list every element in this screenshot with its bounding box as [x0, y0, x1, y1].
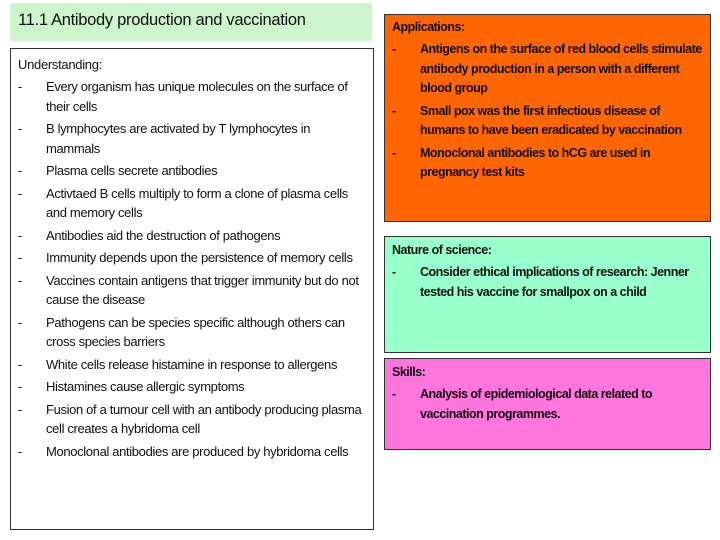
list-item-text: Activtaed B cells multiply to form a clone of plasma cells and memory cells	[46, 185, 348, 220]
list-item	[392, 144, 704, 183]
skills-list	[392, 385, 704, 424]
list-item-text: Vaccines contain antigens that trigger immunity but do not cause the disease	[46, 272, 359, 307]
list-item	[18, 77, 367, 116]
bullet-dash: -	[392, 265, 396, 279]
list-item-text: White cells release histamine in response to allergens	[46, 356, 338, 372]
list-item-text: Monoclonal antibodies are produced by hybridoma cells	[46, 443, 349, 459]
bullet-dash: -	[392, 145, 396, 160]
page-title: 11.1 Antibody production and vaccination	[10, 3, 372, 41]
bullet-dash: -	[18, 401, 22, 417]
skills-box	[384, 358, 711, 450]
list-item-text: Antigens on the surface of red blood cells stimulate antibody production in a person with a different blood group	[420, 42, 702, 95]
list-item-text: Every organism has unique molecules on the surface of their cells	[46, 79, 348, 114]
list-item	[392, 263, 704, 302]
list-item-text: Antibodies aid the destruction of pathogens	[46, 227, 281, 243]
bullet-dash: -	[18, 272, 22, 288]
list-item	[392, 102, 704, 141]
skills-heading: Skills:	[392, 365, 426, 379]
list-item-text: Plasma cells secrete antibodies	[46, 163, 218, 178]
bullet-dash: -	[18, 250, 22, 265]
bullet-dash: -	[18, 121, 22, 136]
nature-of-science-heading: Nature of science:	[392, 243, 492, 257]
list-item	[18, 442, 367, 462]
list-item	[392, 40, 704, 99]
list-item-text: Pathogens can be species specific although others can cross species barriers	[46, 314, 345, 349]
applications-list	[392, 40, 704, 183]
applications-box	[384, 14, 711, 222]
bullet-dash: -	[18, 79, 22, 94]
list-item	[18, 313, 367, 352]
list-item-text: Fusion of a tumour cell with an antibody producing plasma cell creates a hybridoma cell	[46, 401, 362, 436]
understanding-box	[10, 48, 374, 530]
bullet-dash: -	[18, 356, 22, 372]
list-item	[18, 400, 367, 439]
bullet-dash: -	[18, 314, 22, 330]
list-item-text: Monoclonal antibodies to hCG are used in pregnancy test kits	[420, 145, 651, 179]
bullet-dash: -	[392, 387, 396, 401]
list-item-text: Consider ethical implications of research: Jenner tested his vaccine for smallpox on a child	[420, 265, 689, 299]
nature-of-science-list	[392, 263, 704, 302]
list-item	[18, 355, 367, 375]
applications-heading: Applications:	[392, 20, 465, 34]
list-item	[18, 184, 367, 223]
bullet-dash: -	[18, 443, 22, 459]
bullet-dash: -	[18, 227, 22, 243]
list-item-text: B lymphocytes are activated by T lymphocytes in mammals	[46, 121, 311, 156]
bullet-dash: -	[392, 42, 396, 56]
list-item	[18, 248, 367, 268]
list-item	[18, 119, 367, 158]
list-item	[392, 385, 704, 424]
bullet-dash: -	[18, 379, 22, 394]
list-item-text: Histamines cause allergic symptoms	[46, 379, 245, 394]
bullet-dash: -	[18, 163, 22, 178]
list-item-text: Immunity depends upon the persistence of memory cells	[46, 250, 353, 265]
understanding-list	[18, 77, 367, 461]
list-item	[18, 226, 367, 246]
list-item	[18, 161, 367, 181]
list-item	[18, 271, 367, 310]
bullet-dash: -	[392, 103, 396, 118]
list-item-text: Small pox was the first infectious disease of humans to have been eradicated by vaccination	[420, 103, 682, 137]
bullet-dash: -	[18, 185, 22, 201]
list-item-text: Analysis of epidemiological data related to vaccination programmes.	[420, 387, 653, 421]
understanding-heading: Understanding:	[18, 57, 102, 72]
nature-of-science-box	[384, 236, 711, 353]
list-item	[18, 377, 367, 397]
